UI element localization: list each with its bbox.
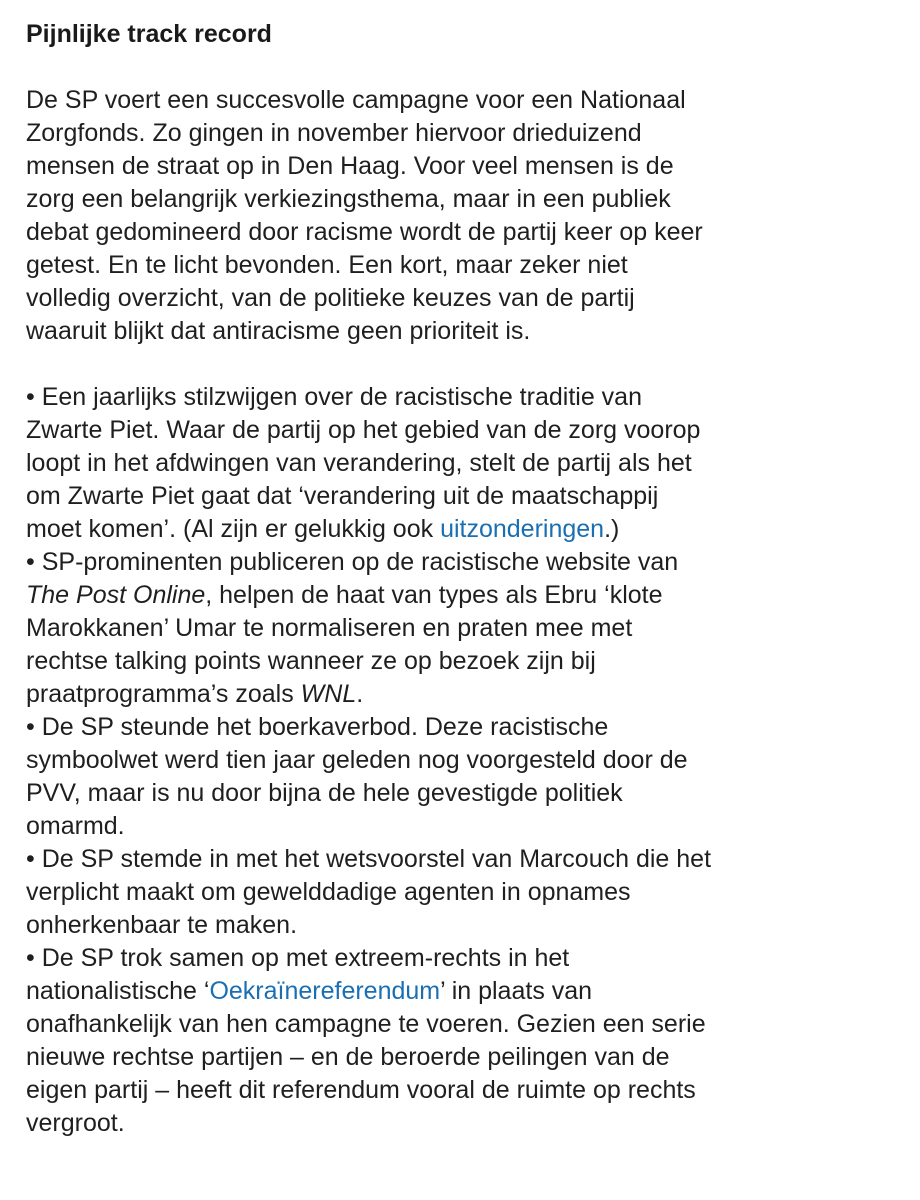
bullet-item-marcouch xyxy=(26,843,716,942)
bullet-marker: • xyxy=(26,944,35,972)
italic-the-post-online: The Post Online xyxy=(26,581,206,609)
article xyxy=(26,18,716,1140)
bullet-text: De SP steunde het boerkaverbod. Deze racistische symboolwet werd tien jaar geleden nog voorgesteld door de PVV, maar is nu door bijna de hele gevestigde politiek omarmd. xyxy=(26,713,688,840)
bullet-marker: • xyxy=(26,383,35,411)
bullet-text-end: . xyxy=(356,680,364,708)
bullet-marker: • xyxy=(26,548,35,576)
italic-wnl: WNL xyxy=(300,680,357,708)
bullet-text: De SP stemde in met het wetsvoorstel van Marcouch die het verplicht maakt om gewelddadige agenten in opnames onherkenbaar te maken. xyxy=(26,845,712,939)
bullet-text: SP-prominenten publiceren op de racistische website van xyxy=(41,548,679,576)
article-heading: Pijnlijke track record xyxy=(26,20,272,48)
bullet-item-zwarte-piet xyxy=(26,381,716,546)
bullet-text-end: .) xyxy=(604,515,620,543)
bullet-text: De SP trok samen op met extreem-rechts in het nationalistische ‘ xyxy=(26,944,570,1005)
bullet-item-boerkaverbod xyxy=(26,711,716,843)
link-oekrainereferendum[interactable]: Oekraïnereferendum xyxy=(209,977,441,1005)
link-uitzonderingen[interactable]: uitzonderingen xyxy=(440,515,605,543)
bullet-item-tpo xyxy=(26,546,716,711)
bullet-marker: • xyxy=(26,845,35,873)
bullet-text: Een jaarlijks stilzwijgen over de racistische traditie van Zwarte Piet. Waar de partij op het gebied van de zorg voorop loopt in het afdwingen van verandering, stelt de partij als het om Zwarte Piet gaat dat ‘verandering uit de maatschappij moet komen’. (Al zijn er gelukkig ook xyxy=(26,383,701,543)
bullet-marker: • xyxy=(26,713,35,741)
intro-paragraph: De SP voert een succesvolle campagne voor een Nationaal Zorgfonds. Zo gingen in november hiervoor drieduizend mensen de straat op in Den Haag. Voor veel mensen is de zorg een belangrijk verkiezingsthema, maar in een publiek debat gedomineerd door racisme wordt de partij keer op keer getest. En te licht bevonden. Een kort, maar zeker niet volledig overzicht, van de politieke keuzes van de partij waaruit blijkt dat antiracisme geen prioriteit is. xyxy=(26,86,703,345)
bullet-list xyxy=(26,381,716,1140)
bullet-text-end: ’ in plaats van onafhankelijk van hen campagne te voeren. Gezien een serie nieuwe rechtse partijen – en de beroerde peilingen van de eigen partij – heeft dit referendum vooral de ruimte op rechts vergroot. xyxy=(26,977,706,1137)
bullet-text-middle: , helpen de haat van types als Ebru ‘klote Marokkanen’ Umar te normaliseren en praten mee met rechtse talking points wanneer ze op bezoek zijn bij praatprogramma’s zoals xyxy=(26,581,663,708)
bullet-item-oekraine xyxy=(26,942,716,1140)
